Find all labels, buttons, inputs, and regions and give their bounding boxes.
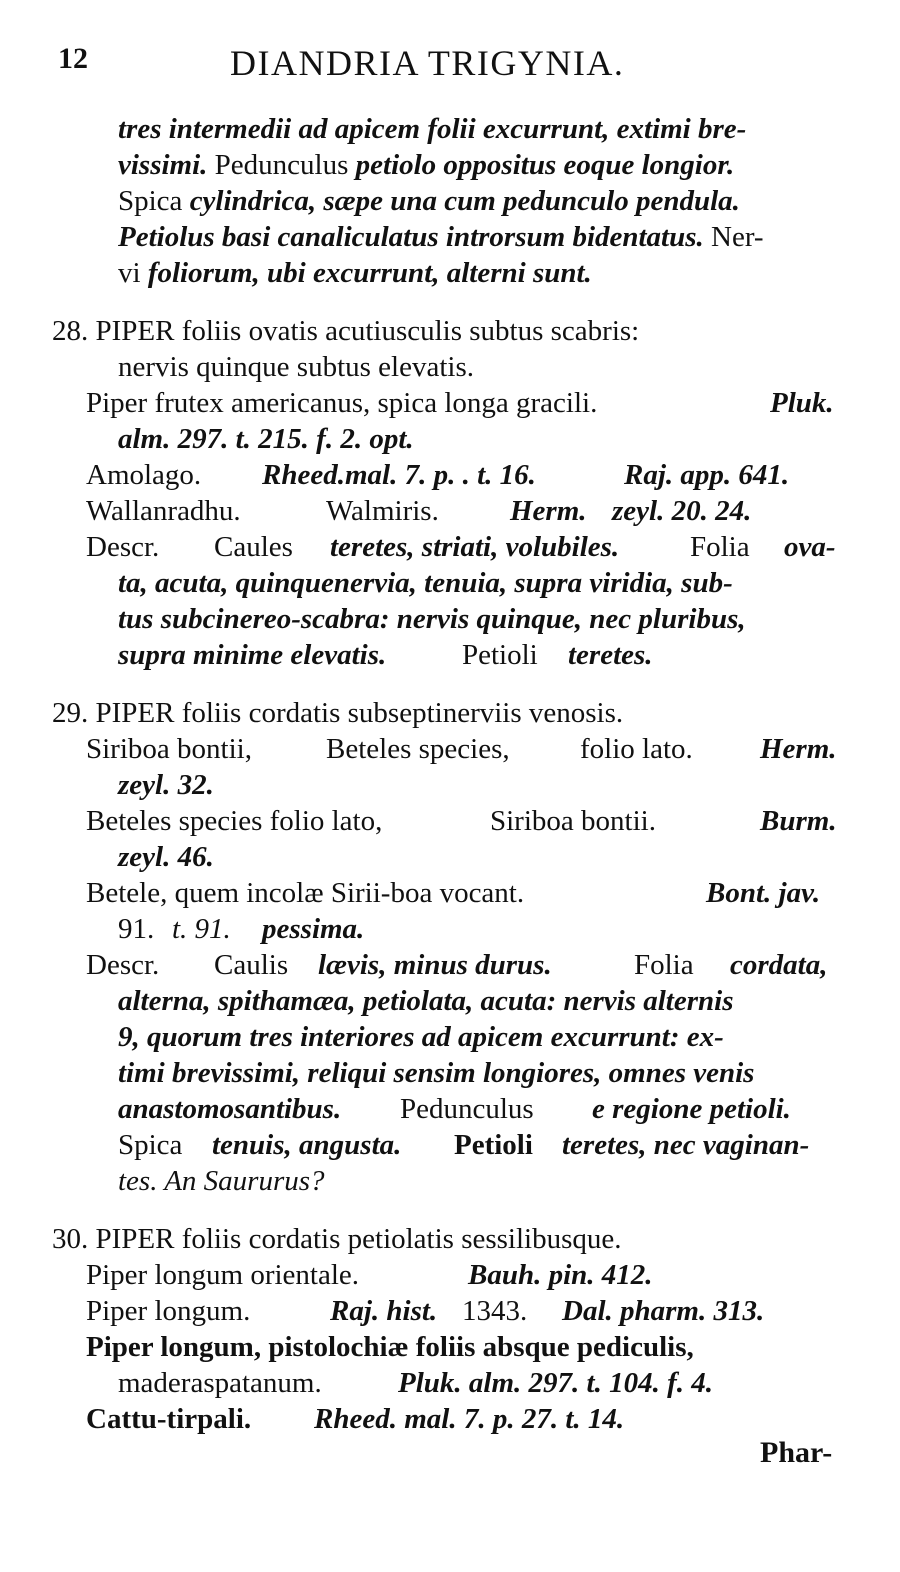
species-diagnosis: PIPER foliis ovatis acutiusculis subtus scabris: (88, 315, 640, 347)
text-run: tus subcinereo-scabra: nervis quinque, nec pluribus, (118, 603, 746, 635)
text-run: Petiolus basi canaliculatus introrsum bidentatus. (118, 221, 704, 253)
text-run: e regione petioli. (592, 1093, 791, 1125)
text-run: Piper frutex americanus, spica longa gracili. (86, 387, 598, 419)
text-run: zeyl. 20. 24. (612, 495, 752, 527)
text-run: Wallanradhu. (86, 495, 241, 527)
species-diagnosis: PIPER foliis cordatis subseptinerviis venosis. (88, 697, 624, 729)
text-run: zeyl. 32. (118, 769, 214, 801)
text-run: Dal. pharm. 313. (562, 1295, 765, 1327)
description-line (118, 1020, 724, 1054)
text-run: lævis, minus durus. (318, 949, 552, 981)
text-run: Bauh. pin. 412. (468, 1259, 653, 1291)
running-title: DIANDRIA TRIGYNIA. (230, 43, 625, 83)
species-diagnosis: PIPER foliis cordatis petiolatis sessilibusque. (88, 1223, 622, 1255)
text-run: Cattu-tirpali. (86, 1403, 252, 1435)
text-run: anastomosantibus. (118, 1093, 342, 1125)
citation (118, 422, 414, 456)
text-run: cylindrica, sæpe una cum pedunculo pendula. (189, 185, 740, 217)
text-run: Piper longum. (86, 1295, 251, 1327)
text-run: 1343. (462, 1295, 528, 1327)
citation (118, 912, 154, 946)
text-run: ta, acuta, quinquenervia, tenuia, supra viridia, sub- (118, 567, 733, 599)
description-line (592, 1092, 791, 1126)
citation (612, 494, 751, 528)
text-run: teretes, striati, volubiles. (330, 531, 620, 563)
description-line (118, 1128, 182, 1162)
species-heading (52, 1222, 622, 1256)
text-line (118, 148, 734, 182)
species-number: 30. (52, 1223, 89, 1255)
text-run: teretes. (568, 639, 653, 671)
synonym-line (490, 804, 656, 838)
text-run: Spica (118, 1129, 183, 1161)
text-run: Siriboa bontii, (86, 733, 252, 765)
description-line (400, 1092, 534, 1126)
synonym-line (86, 494, 241, 528)
text-run: Herm. (760, 733, 837, 765)
text-run: Walmiris. (326, 495, 439, 527)
description-line (730, 948, 827, 982)
text-run: alterna, spithamæa, petiolata, acuta: nervis alternis (118, 985, 734, 1017)
text-run: Beteles species, (326, 733, 510, 765)
text-run: Spica (118, 185, 190, 217)
text-run: Bont. jav. (706, 877, 821, 909)
text-run: vi (118, 257, 148, 289)
synonym-line (86, 458, 201, 492)
species-number: 29. (52, 697, 89, 729)
description-line (86, 948, 159, 982)
description-line (118, 602, 746, 636)
text-line (118, 350, 474, 384)
citation (624, 458, 789, 492)
text-run: tenuis, angusta. (212, 1129, 402, 1161)
text-line (118, 184, 740, 218)
description-line (562, 1128, 809, 1162)
citation (314, 1402, 624, 1436)
text-run: Rheed.mal. 7. p. . t. 16. (262, 459, 536, 491)
synonym-line (86, 1330, 694, 1364)
citation (330, 1294, 437, 1328)
text-run: Descr. (86, 949, 160, 981)
text-run: Herm. (510, 495, 587, 527)
description-line (214, 530, 293, 564)
description-line (454, 1128, 533, 1162)
species-number: 28. (52, 315, 89, 347)
text-run: Burm. (760, 805, 837, 837)
text-run: ova- (784, 531, 836, 563)
citation (118, 840, 214, 874)
synonym-line (580, 732, 693, 766)
text-run: nervis quinque subtus elevatis. (118, 351, 475, 383)
text-run: pessima. (262, 913, 365, 945)
synonym-line (326, 732, 510, 766)
description-line (118, 1056, 754, 1090)
text-line (118, 220, 764, 254)
text-line (118, 256, 592, 290)
synonym-line (86, 1294, 250, 1328)
text-run: alm. 297. t. 215. f. 2. opt. (118, 423, 414, 455)
citation (510, 494, 587, 528)
text-run: folio lato. (580, 733, 693, 765)
description-line (330, 530, 619, 564)
text-run: Ner- (703, 221, 764, 253)
synonym-line (118, 1366, 322, 1400)
citation (462, 1294, 527, 1328)
citation (468, 1258, 653, 1292)
citation (172, 912, 231, 946)
catchword: Phar- (760, 1436, 833, 1469)
description-line (690, 530, 750, 564)
text-run: petiolo oppositus eoque longior. (355, 149, 735, 181)
description-line (214, 948, 288, 982)
synonym-line (86, 1258, 359, 1292)
text-run: Raj. app. 641. (624, 459, 790, 491)
text-run: tres intermedii ad apicem folii excurrunt, extimi bre- (118, 113, 747, 145)
description-line (784, 530, 836, 564)
description-line (118, 984, 734, 1018)
text-run: Petioli (454, 1129, 533, 1161)
synonym-line (86, 732, 252, 766)
description-line (634, 948, 694, 982)
description-line (86, 530, 159, 564)
text-run: Piper longum orientale. (86, 1259, 360, 1291)
text-run: foliorum, ubi excurrunt, alterni sunt. (147, 257, 592, 289)
text-run: timi brevissimi, reliqui sensim longiores, omnes venis (118, 1057, 755, 1089)
text-run: Rheed. mal. 7. p. 27. t. 14. (314, 1403, 625, 1435)
species-heading (52, 314, 639, 348)
text-run: Pluk. alm. 297. t. 104. f. 4. (398, 1367, 713, 1399)
synonym-line (86, 1402, 251, 1436)
species-heading (52, 696, 623, 730)
text-run: Caules (214, 531, 293, 563)
citation (118, 768, 214, 802)
text-run: Folia (690, 531, 750, 563)
description-line (118, 1092, 341, 1126)
text-run: Raj. hist. (330, 1295, 438, 1327)
description-line (318, 948, 552, 982)
text-run: Descr. (86, 531, 160, 563)
text-run: Amolago. (86, 459, 202, 491)
citation (706, 876, 820, 910)
text-run: t. 91. (172, 913, 231, 945)
text-run: Pedunculus (400, 1093, 534, 1125)
description-line (118, 566, 733, 600)
text-run: Pedunculus (207, 149, 356, 181)
citation (262, 458, 536, 492)
text-run: supra minime elevatis. (118, 639, 387, 671)
text-run: teretes, nec vaginan- (562, 1129, 810, 1161)
text-run: Pluk. (770, 387, 834, 419)
text-run: Petioli (462, 639, 538, 671)
text-run: Folia (634, 949, 694, 981)
text-run: vissimi. (118, 149, 208, 181)
text-run: tes. An Saururus? (118, 1165, 325, 1197)
text-line (118, 112, 746, 146)
citation (760, 732, 837, 766)
running-header (58, 42, 848, 88)
synonym-line (86, 876, 524, 910)
text-run: maderaspatanum. (118, 1367, 322, 1399)
text-run: 9, quorum tres interiores ad apicem excurrunt: ex- (118, 1021, 724, 1053)
text-run: cordata, (730, 949, 828, 981)
description-line (568, 638, 653, 672)
description-line (118, 1164, 325, 1198)
citation (760, 804, 837, 838)
synonym-line (326, 494, 439, 528)
citation (398, 1366, 713, 1400)
citation (562, 1294, 764, 1328)
citation (770, 386, 834, 420)
synonym-line (86, 804, 382, 838)
text-run: 91. (118, 913, 155, 945)
text-run: Beteles species folio lato, (86, 805, 383, 837)
citation (262, 912, 364, 946)
page-number: 12 (58, 42, 88, 75)
description-line (212, 1128, 401, 1162)
text-run: Betele, quem incolæ Sirii-boa vocant. (86, 877, 525, 909)
text-run: Siriboa bontii. (490, 805, 656, 837)
description-line (118, 638, 386, 672)
text-run: zeyl. 46. (118, 841, 214, 873)
text-run: Piper longum, pistolochiæ foliis absque pediculis, (86, 1331, 694, 1363)
text-run: Caulis (214, 949, 289, 981)
description-line (462, 638, 538, 672)
synonym-line (86, 386, 597, 420)
